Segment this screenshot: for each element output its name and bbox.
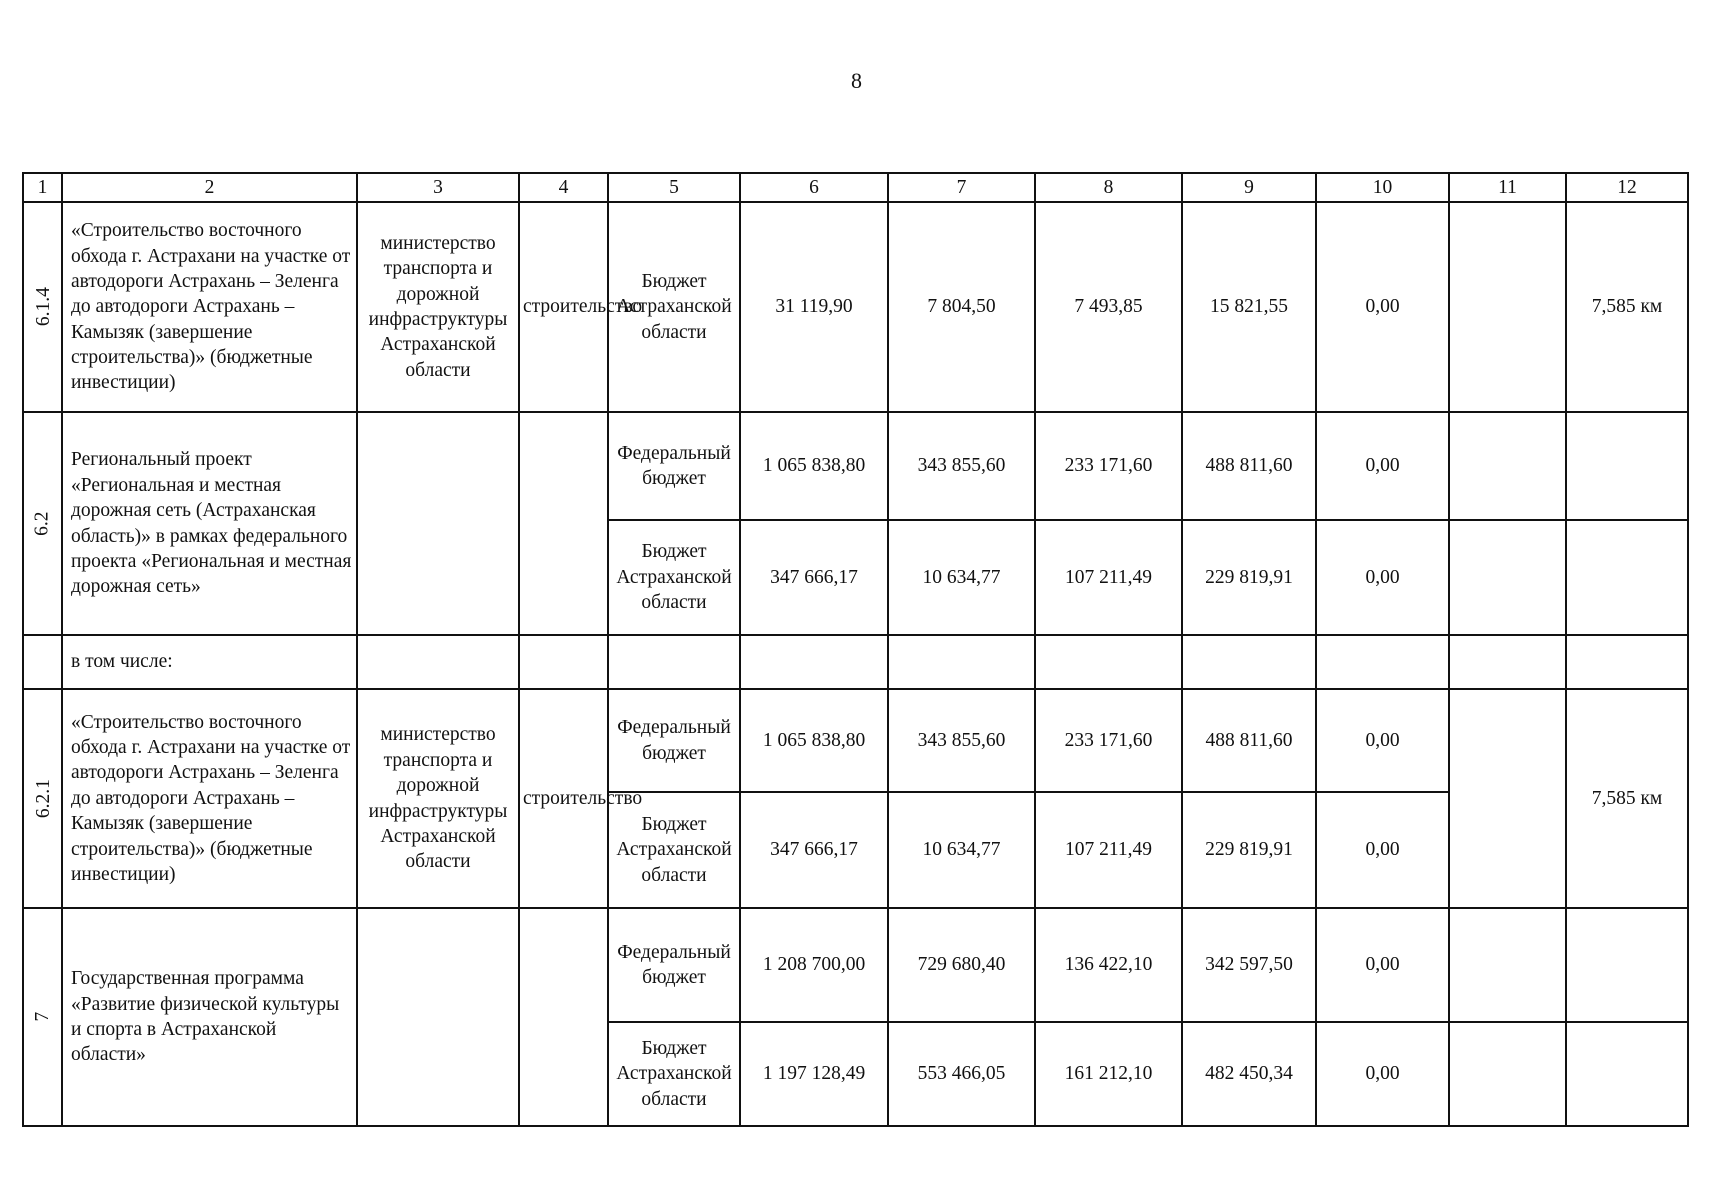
value-col7: 343 855,60 (888, 412, 1035, 520)
header-row (23, 173, 1688, 202)
measure-name: «Строительство восточного обхода г. Астрахани на участке от автодороги Астрахань – Зеленга до автодороги Астрахань – Камызяк (завершение строительства)» (бюджетные инвестиции) (62, 689, 357, 908)
header-cell: 2 (62, 173, 357, 202)
header-cell: 1 (23, 173, 62, 202)
measure-name: Региональный проект «Региональная и местная дорожная сеть (Астраханская область)» в рамках федерального проекта «Региональная и местная дорожная сеть» (62, 412, 357, 635)
row-number-cell (23, 689, 62, 908)
value-col8: 107 211,49 (1035, 520, 1182, 635)
value-col9: 229 819,91 (1182, 792, 1316, 908)
row-number: 6.2 (31, 511, 53, 536)
value-col10: 0,00 (1316, 412, 1449, 520)
value-col11 (1449, 689, 1566, 908)
value-col6: 347 666,17 (740, 792, 888, 908)
result-indicator: 7,585 км (1566, 202, 1688, 412)
value-col8: 107 211,49 (1035, 792, 1182, 908)
value-col11 (1449, 908, 1566, 1022)
value-col10: 0,00 (1316, 1022, 1449, 1126)
funding-source: Федеральный бюджет (608, 412, 740, 520)
value-col9: 482 450,34 (1182, 1022, 1316, 1126)
row-number-cell (23, 412, 62, 635)
value-col9: 229 819,91 (1182, 520, 1316, 635)
including-label: в том числе: (62, 635, 357, 689)
result-indicator (1566, 1022, 1688, 1126)
row-number-cell (23, 908, 62, 1126)
value-col11 (1449, 520, 1566, 635)
table-row (23, 412, 1688, 520)
empty-cell (1566, 635, 1688, 689)
empty-cell (1182, 635, 1316, 689)
value-col6: 1 208 700,00 (740, 908, 888, 1022)
empty-cell (1316, 635, 1449, 689)
empty-cell (740, 635, 888, 689)
table-row (23, 908, 1688, 1022)
header-cell: 5 (608, 173, 740, 202)
funding-source: Бюджет Астраханской области (608, 792, 740, 908)
table-row (23, 689, 1688, 792)
header-cell: 7 (888, 173, 1035, 202)
page-number: 8 (851, 68, 862, 93)
row-number-cell (23, 635, 62, 689)
value-col9: 342 597,50 (1182, 908, 1316, 1022)
result-indicator (1566, 412, 1688, 520)
header-cell: 11 (1449, 173, 1566, 202)
value-col9: 488 811,60 (1182, 689, 1316, 792)
value-col10: 0,00 (1316, 792, 1449, 908)
empty-cell (1035, 635, 1182, 689)
funding-source: Бюджет Астраханской области (608, 520, 740, 635)
empty-cell (357, 635, 519, 689)
value-col10: 0,00 (1316, 908, 1449, 1022)
value-col8: 233 171,60 (1035, 689, 1182, 792)
table-row (23, 635, 1688, 689)
value-col8: 136 422,10 (1035, 908, 1182, 1022)
row-number: 6.2.1 (32, 779, 54, 818)
value-col8: 233 171,60 (1035, 412, 1182, 520)
executor (357, 908, 519, 1126)
value-col6: 347 666,17 (740, 520, 888, 635)
value-col11 (1449, 1022, 1566, 1126)
funding-source: Федеральный бюджет (608, 689, 740, 792)
funding-source: Бюджет Астраханской области (608, 1022, 740, 1126)
row-number: 7 (31, 1012, 53, 1022)
header-cell: 8 (1035, 173, 1182, 202)
value-col7: 343 855,60 (888, 689, 1035, 792)
header-cell: 6 (740, 173, 888, 202)
header-cell: 12 (1566, 173, 1688, 202)
header-cell: 9 (1182, 173, 1316, 202)
value-col6: 31 119,90 (740, 202, 888, 412)
header-cell: 4 (519, 173, 608, 202)
result-indicator (1566, 908, 1688, 1022)
executor: министерство транспорта и дорожной инфраструктуры Астраханской области (357, 202, 519, 412)
value-col7: 553 466,05 (888, 1022, 1035, 1126)
value-col7: 729 680,40 (888, 908, 1035, 1022)
value-col7: 10 634,77 (888, 520, 1035, 635)
empty-cell (608, 635, 740, 689)
work-type (519, 412, 608, 635)
funding-source: Бюджет Астраханской области (608, 202, 740, 412)
value-col10: 0,00 (1316, 202, 1449, 412)
measure-name: «Строительство восточного обхода г. Астрахани на участке от автодороги Астрахань – Зеленга до автодороги Астрахань – Камызяк (завершение строительства)» (бюджетные инвестиции) (62, 202, 357, 412)
value-col7: 7 804,50 (888, 202, 1035, 412)
header-cell: 3 (357, 173, 519, 202)
measure-name: Государственная программа «Развитие физической культуры и спорта в Астраханской области» (62, 908, 357, 1126)
value-col9: 15 821,55 (1182, 202, 1316, 412)
table-row (23, 202, 1688, 412)
empty-cell (519, 635, 608, 689)
work-type: строительство (519, 202, 608, 412)
value-col10: 0,00 (1316, 689, 1449, 792)
result-indicator (1566, 520, 1688, 635)
result-indicator: 7,585 км (1566, 689, 1688, 908)
value-col10: 0,00 (1316, 520, 1449, 635)
value-col8: 161 212,10 (1035, 1022, 1182, 1126)
value-col6: 1 197 128,49 (740, 1022, 888, 1126)
work-type (519, 908, 608, 1126)
value-col11 (1449, 412, 1566, 520)
value-col8: 7 493,85 (1035, 202, 1182, 412)
value-col6: 1 065 838,80 (740, 689, 888, 792)
value-col7: 10 634,77 (888, 792, 1035, 908)
row-number: 6.1.4 (32, 287, 54, 327)
row-number-cell (23, 202, 62, 412)
header-cell: 10 (1316, 173, 1449, 202)
executor: министерство транспорта и дорожной инфраструктуры Астраханской области (357, 689, 519, 908)
funding-source: Федеральный бюджет (608, 908, 740, 1022)
program-table (22, 172, 1689, 1127)
executor (357, 412, 519, 635)
work-type: строительство (519, 689, 608, 908)
empty-cell (1449, 635, 1566, 689)
value-col9: 488 811,60 (1182, 412, 1316, 520)
value-col11 (1449, 202, 1566, 412)
value-col6: 1 065 838,80 (740, 412, 888, 520)
empty-cell (888, 635, 1035, 689)
